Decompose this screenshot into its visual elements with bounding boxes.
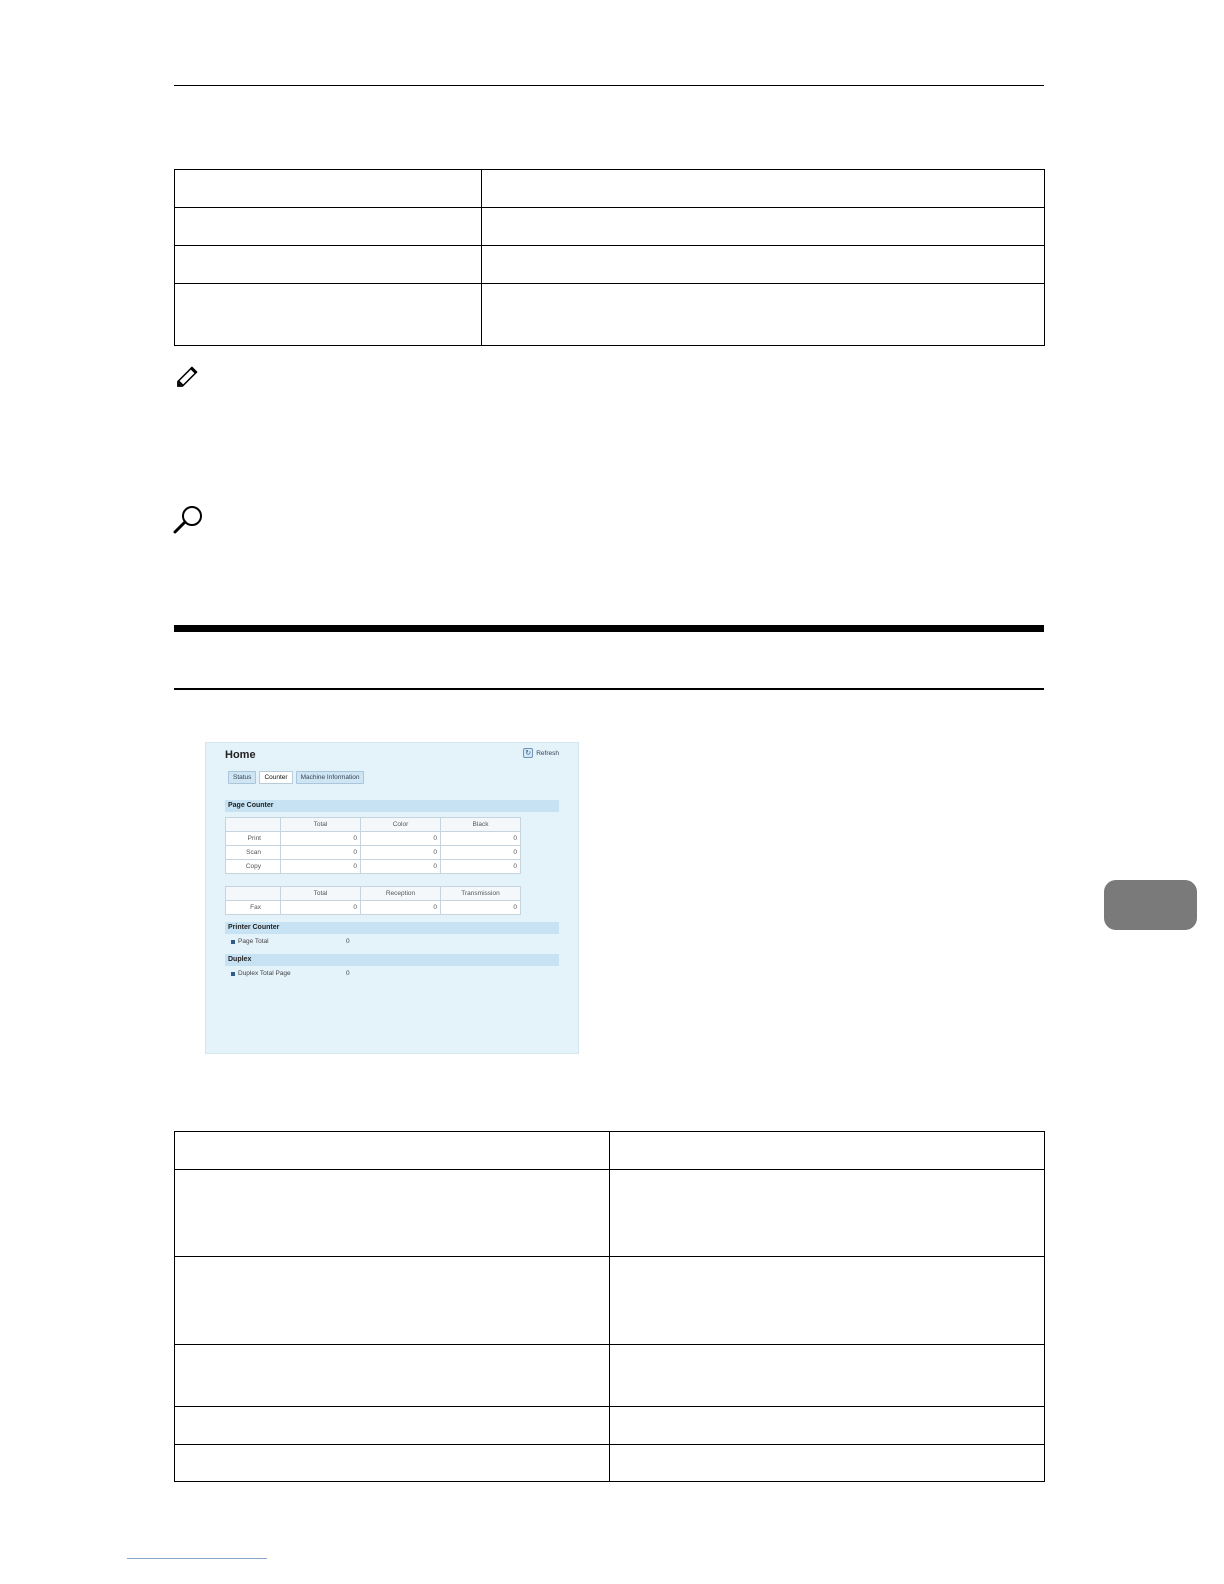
item-value: 0	[346, 970, 350, 977]
item-label: Duplex Total Page	[238, 970, 291, 977]
header-cell: Total	[281, 887, 361, 901]
section-bottom-rule	[174, 688, 1044, 690]
tab-machine-information[interactable]: Machine Information	[296, 771, 365, 784]
duplex-section-title: Duplex	[225, 954, 559, 966]
table-row	[226, 846, 521, 860]
header-cell	[226, 818, 281, 832]
cell-value: 0	[281, 832, 361, 846]
row-label: Print	[226, 832, 281, 846]
table-row	[175, 246, 1045, 284]
cell-value: 0	[361, 901, 441, 915]
tab-bar	[228, 771, 364, 784]
item-label: Page Total	[238, 938, 269, 945]
tab-counter[interactable]: Counter	[259, 771, 292, 784]
table-row	[226, 832, 521, 846]
fax-counter-table	[225, 886, 521, 915]
cell-value: 0	[281, 901, 361, 915]
refresh-label: Refresh	[536, 749, 559, 757]
header-rule	[174, 85, 1044, 86]
cell-value: 0	[281, 846, 361, 860]
section-top-rule	[174, 625, 1044, 632]
header-cell: Transmission	[441, 887, 521, 901]
bullet-icon	[231, 972, 235, 976]
table-row	[175, 1345, 1045, 1407]
cell-value: 0	[441, 860, 521, 874]
table-row	[226, 901, 521, 915]
table-row	[226, 860, 521, 874]
page-title: Home	[225, 749, 256, 761]
pencil-note-icon	[173, 364, 201, 390]
footer-link-underline	[127, 1558, 267, 1559]
row-label: Copy	[226, 860, 281, 874]
cell-value: 0	[361, 846, 441, 860]
printer-counter-section-title: Printer Counter	[225, 922, 559, 934]
table-header-row	[226, 818, 521, 832]
cell-value: 0	[441, 846, 521, 860]
duplex-total-page-item	[231, 970, 350, 977]
page-counter-section-title: Page Counter	[225, 800, 559, 812]
cell-value: 0	[441, 832, 521, 846]
chapter-tab	[1104, 880, 1197, 930]
table-row	[175, 1407, 1045, 1445]
table-row	[175, 1170, 1045, 1257]
table-row	[175, 1132, 1045, 1170]
table-header-row	[226, 887, 521, 901]
header-cell: Total	[281, 818, 361, 832]
page-counter-table	[225, 817, 521, 874]
cell-value: 0	[361, 860, 441, 874]
top-table	[174, 169, 1045, 346]
table-row	[175, 284, 1045, 346]
tab-status[interactable]: Status	[228, 771, 256, 784]
table-row	[175, 170, 1045, 208]
cell-value: 0	[281, 860, 361, 874]
bullet-icon	[231, 940, 235, 944]
refresh-button[interactable]	[523, 748, 559, 758]
row-label: Fax	[226, 901, 281, 915]
header-cell: Black	[441, 818, 521, 832]
table-row	[175, 1445, 1045, 1482]
cell-value: 0	[441, 901, 521, 915]
page-total-item	[231, 938, 350, 945]
refresh-icon: ↻	[523, 748, 533, 758]
header-cell: Color	[361, 818, 441, 832]
row-label: Scan	[226, 846, 281, 860]
table-row	[175, 208, 1045, 246]
web-ui-screenshot	[205, 742, 579, 1054]
table-row	[175, 1257, 1045, 1345]
item-value: 0	[346, 938, 350, 945]
header-cell: Reception	[361, 887, 441, 901]
bottom-table	[174, 1131, 1045, 1482]
magnifier-reference-icon	[173, 504, 205, 534]
header-cell	[226, 887, 281, 901]
cell-value: 0	[361, 832, 441, 846]
